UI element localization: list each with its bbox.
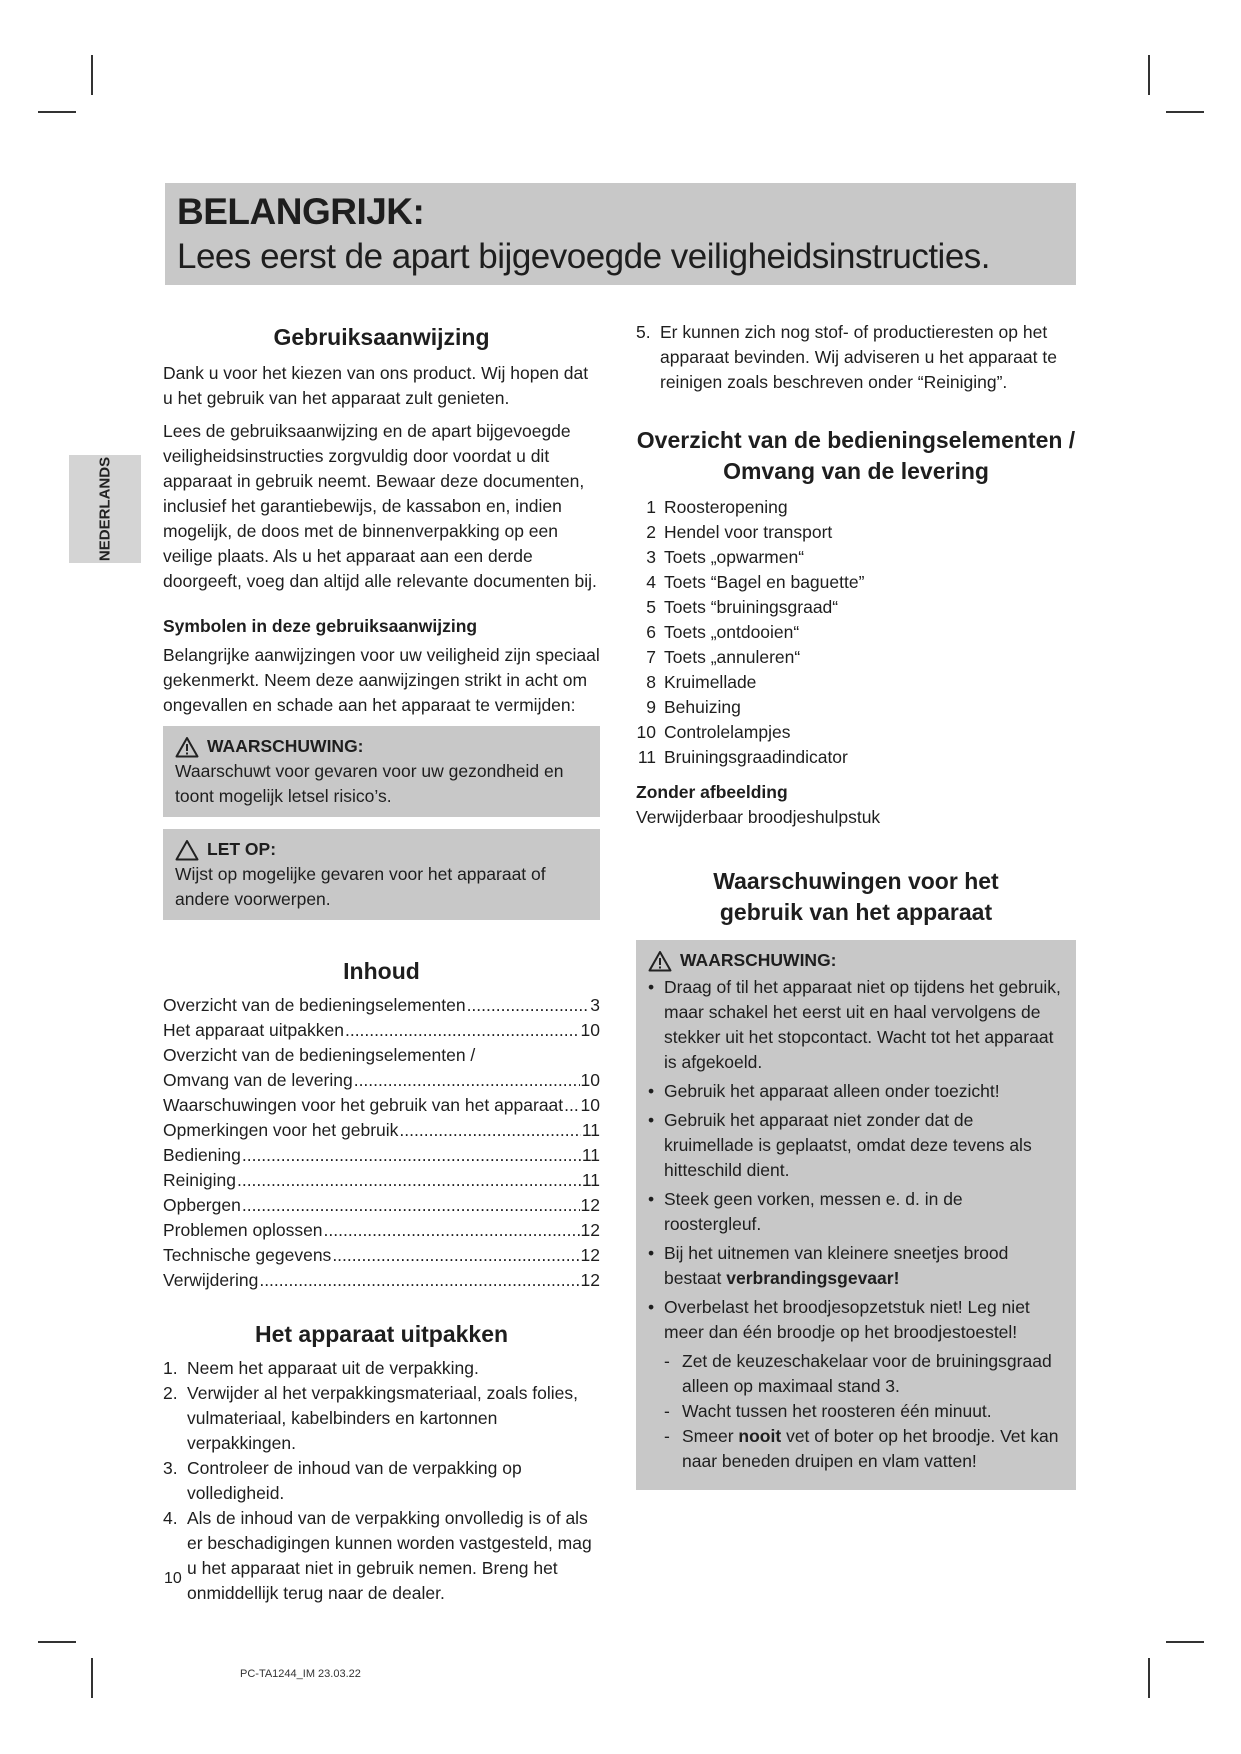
list-item: • Steek geen vorken, messen e. d. in de roostergleuf. [648, 1189, 963, 1234]
caution-label: LET OP: [207, 839, 277, 859]
caution-box [163, 829, 600, 920]
extra-heading: Zonder afbeelding [636, 782, 788, 802]
toc-row: Het apparaat uitpakken ..... 10 [163, 1018, 600, 1043]
crop-mark [91, 1658, 93, 1698]
intro-heading: Gebruiksaanwijzing [273, 324, 490, 350]
toc-row: Waarschuwingen voor het gebruik van het apparaat ..... 10 [163, 1093, 600, 1118]
symbols-text: Belangrijke aanwijzingen voor uw veiligheid zijn speciaal gekenmerkt. Neem deze aanwijzingen strikt in acht om ongevallen en schade aan het apparaat te vermijden: [163, 645, 600, 715]
list-item: • Gebruik het apparaat alleen onder toezicht! [648, 1081, 1000, 1101]
list-item: 5. Er kunnen zich nog stof- of productieresten op het apparaat bevinden. Wij adviseren u het apparaat te reinigen zoals beschreven onder “Reiniging”. [636, 322, 1057, 392]
toc-row: Overzicht van de bedieningselementen / [163, 1045, 476, 1065]
warning-box [163, 726, 600, 817]
caution-box-title [175, 837, 588, 862]
symbols-heading: Symbolen in deze gebruiksaanwijzing [163, 616, 478, 636]
toc-heading: Inhoud [343, 958, 420, 984]
list-item: 2. Verwijder al het verpakkingsmateriaal, zoals folies, vulmateriaal, kabelbinders en kartonnen verpakkingen. [163, 1383, 579, 1453]
footer-code: PC-TA1244_IM 23.03.22 [240, 1668, 361, 1680]
right-column [636, 322, 1076, 1490]
unpack-steps [163, 1356, 600, 1606]
list-item: 5 Toets “bruiningsgraad“ [646, 597, 839, 617]
toc-row: Verwijdering ..... 12 [163, 1268, 600, 1293]
table-of-contents [163, 993, 600, 1293]
list-item: 1. Neem het apparaat uit de verpakking. [163, 1358, 479, 1378]
warning-triangle-icon [648, 950, 672, 972]
banner-title: BELANGRIJK: [177, 191, 425, 232]
usage-warning-box [636, 940, 1076, 1490]
list-item: 3 Toets „opwarmen“ [646, 547, 805, 567]
toc-row: Omvang van de levering ..... 10 [163, 1068, 600, 1093]
intro-paragraph-1: Dank u voor het kiezen van ons product. Wij hopen dat u het gebruik van het apparaat zult genieten. [163, 363, 589, 408]
warning-triangle-icon [175, 736, 199, 758]
list-item: - Zet de keuzeschakelaar voor de bruiningsgraad alleen op maximaal stand 3. [664, 1351, 1052, 1396]
list-item: 7 Toets „annuleren“ [646, 647, 801, 667]
toc-row: Reiniging ..... 11 [163, 1168, 600, 1193]
list-item: 4. Als de inhoud van de verpakking onvolledig is of als er beschadigingen kunnen worden vastgesteld, mag u het apparaat niet in gebruik nemen. Breng het onmiddellijk terug naar de dealer. [163, 1508, 592, 1603]
toc-row: Opbergen ..... 12 [163, 1193, 600, 1218]
page-number: 10 [164, 1570, 182, 1587]
toc-row: Problemen oplossen ..... 12 [163, 1218, 600, 1243]
sub-bullets [664, 1349, 1064, 1474]
important-banner [165, 183, 1076, 285]
warning-bullets [648, 975, 1064, 1474]
list-item: 9 Behuizing [646, 697, 741, 717]
list-item: 11 Bruiningsgraadindicator [637, 747, 848, 767]
crop-mark [1148, 1658, 1150, 1698]
intro-paragraph-2: Lees de gebruiksaanwijzing en de apart bijgevoegde veiligheidsinstructies zorgvuldig door voordat u dit apparaat in gebruik neemt. Bewaar deze documenten, inclusief het garantiebewijs, de kassabon en, indien mogelijk, de doos met de binnenverpakking op een veilige plaats. Als u het apparaat aan een derde doorgeeft, voeg dan altijd alle relevante documenten bij. [163, 421, 597, 591]
warnings-heading: Waarschuwingen voor het gebruik van het apparaat [713, 868, 999, 925]
usage-warning-label: WAARSCHUWING: [680, 950, 837, 970]
language-tab-label: NEDERLANDS [96, 456, 114, 562]
parts-list [628, 495, 1076, 770]
list-item: - Wacht tussen het roosteren één minuut. [664, 1401, 992, 1421]
caution-triangle-icon [175, 839, 199, 861]
toc-row: Overzicht van de bedieningselementen ..... 3 [163, 993, 600, 1018]
list-item: 10 Controlelampjes [636, 722, 791, 742]
language-tab [69, 455, 141, 563]
list-item: • Bij het uitnemen van kleinere sneetjes brood bestaat verbrandingsgevaar! [648, 1243, 1009, 1288]
toc-row: Technische gegevens ..... 12 [163, 1243, 600, 1268]
list-item: 8 Kruimellade [646, 672, 757, 692]
extra-text: Verwijderbaar broodjeshulpstuk [636, 807, 881, 827]
banner-subtitle: Lees eerst de apart bijgevoegde veiligheidsinstructies. [177, 237, 991, 276]
crop-mark [1148, 55, 1150, 95]
crop-mark [1166, 111, 1204, 113]
warning-description: Waarschuwt voor gevaren voor uw gezondheid en toont mogelijk letsel risico’s. [175, 761, 564, 806]
list-item: 1 Roosteropening [646, 497, 788, 517]
toc-row: Bediening ..... 11 [163, 1143, 600, 1168]
usage-warning-title [648, 948, 1064, 973]
crop-mark [38, 111, 76, 113]
unpack-heading: Het apparaat uitpakken [254, 1321, 509, 1347]
list-item: 4 Toets “Bagel en baguette” [646, 572, 865, 592]
list-item: • Draag of til het apparaat niet op tijdens het gebruik, maar schakel het eerst uit en haal vervolgens de stekker uit het stopcontact. Wacht tot het apparaat is afgekoeld. [648, 977, 1061, 1072]
list-item: 2 Hendel voor transport [646, 522, 833, 542]
list-item: • Overbelast het broodjesopzetstuk niet! Leg niet meer dan één broodje op het broodjestoestel! - Zet de keuzeschakelaar voor de bruiningsgraad alleen op maximaal stand 3. - Wacht tussen het roosteren één minuut. - Smeer nooit vet of boter op het broodje. Vet kan naar beneden druipen en vlam vatten! [648, 1295, 1064, 1474]
list-item: 3. Controleer de inhoud van de verpakking op volledigheid. [163, 1458, 522, 1503]
left-column [163, 322, 600, 1606]
overview-heading: Overzicht van de bedieningselementen / Omvang van de levering [636, 427, 1076, 484]
list-item: 6 Toets „ontdooien“ [646, 622, 800, 642]
crop-mark [1166, 1641, 1204, 1643]
crop-mark [38, 1641, 76, 1643]
caution-description: Wijst op mogelijke gevaren voor het apparaat of andere voorwerpen. [175, 864, 546, 909]
warning-box-title [175, 734, 588, 759]
warning-label: WAARSCHUWING: [207, 736, 364, 756]
crop-mark [91, 55, 93, 95]
toc-row: Opmerkingen voor het gebruik ..... 11 [163, 1118, 600, 1143]
list-item: • Gebruik het apparaat niet zonder dat de kruimellade is geplaatst, omdat deze tevens als hitteschild dient. [648, 1110, 1032, 1180]
unpack-steps-continued [636, 320, 1076, 395]
list-item: - Smeer nooit vet of boter op het broodje. Vet kan naar beneden druipen en vlam vatten! [664, 1426, 1059, 1471]
